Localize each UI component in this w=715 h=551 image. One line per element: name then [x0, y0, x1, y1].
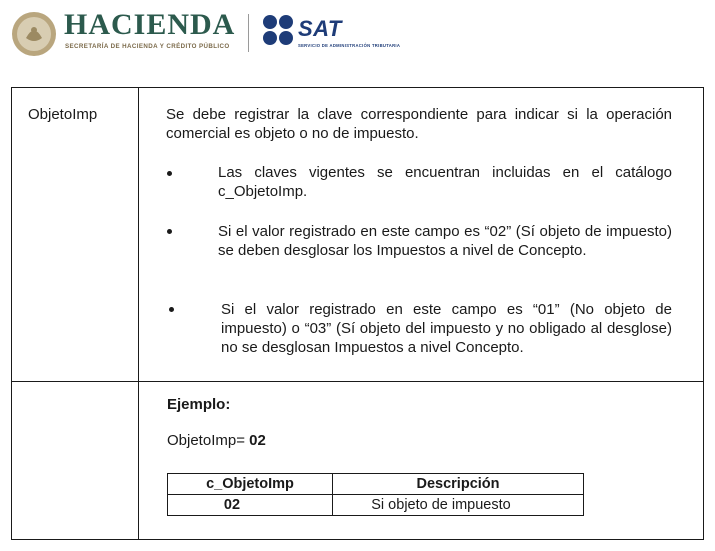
bullet-icon — [167, 171, 172, 176]
example-line — [167, 432, 266, 449]
field-description: Se debe registrar la clave correspondiente para indicar si la operación comercial es objeto o no de impuesto. — [166, 106, 672, 142]
bullet-item: Si el valor registrado en este campo es “01” (No objeto de impuesto) o “03” (Sí objeto del impuesto y no obligado al desglose) no se desglosan Impuestos a nivel Concepto. — [221, 301, 672, 356]
bullet-item: Si el valor registrado en este campo es “02” (Sí objeto de impuesto) se deben desglosar los Impuestos a nivel de Concepto. — [218, 223, 672, 259]
sat-subtitle: SERVICIO DE ADMINISTRACIÓN TRIBUTARIA — [298, 43, 401, 48]
mexico-seal-icon — [11, 11, 57, 57]
bullet-item: Las claves vigentes se encuentran incluidas en el catálogo c_ObjetoImp. — [218, 164, 672, 200]
example-title: Ejemplo: — [167, 396, 231, 413]
example-table-header: c_ObjetoImp — [206, 476, 294, 492]
sat-logo-icon — [262, 14, 294, 46]
bullet-icon — [169, 307, 174, 312]
bullet-icon — [167, 229, 172, 234]
example-table-row-divider — [168, 494, 583, 495]
example-table-header: Descripción — [416, 476, 500, 492]
row-divider — [12, 381, 703, 382]
page-header — [0, 0, 715, 70]
example-table-cell: 02 — [223, 497, 241, 513]
hacienda-subtitle: SECRETARÍA DE HACIENDA Y CRÉDITO PÚBLICO — [65, 43, 230, 50]
field-name: ObjetoImp — [28, 106, 98, 123]
hacienda-title: HACIENDA — [64, 8, 236, 41]
column-divider — [138, 88, 139, 539]
example-value: 02 — [249, 432, 266, 449]
example-table-cell: Si objeto de impuesto — [371, 497, 511, 513]
sat-title: SAT — [298, 16, 342, 41]
example-table — [167, 473, 584, 516]
example-label: ObjetoImp= — [167, 432, 250, 449]
logo-divider — [248, 14, 249, 52]
field-table — [11, 87, 704, 540]
